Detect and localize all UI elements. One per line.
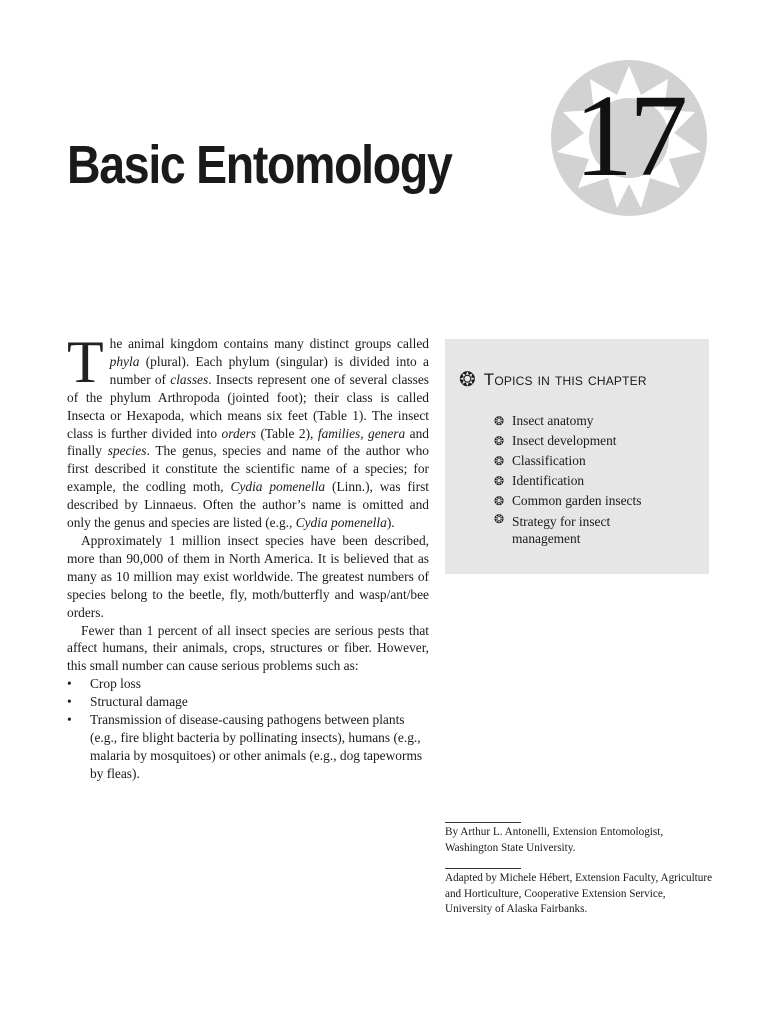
topic-item: ❂ Identification xyxy=(494,471,704,491)
bullet-icon: ❂ xyxy=(494,474,505,488)
topic-item: ❂ Strategy for insect management xyxy=(494,512,611,546)
divider xyxy=(445,822,521,823)
list-item: • Transmission of disease-causing pathogens between plants (e.g., fire blight bacteria by pollinating insects), humans (e.g., malaria by mosquitoes) or other animals (e.g., dog tapeworms by fleas). xyxy=(67,711,429,783)
topic-item: ❂ Insect anatomy xyxy=(494,411,704,431)
bullet-icon: ❂ xyxy=(494,494,505,508)
drop-cap: T xyxy=(67,329,104,395)
chapter-title: Basic Entomology xyxy=(67,135,452,195)
topic-item: ❂ Classification xyxy=(494,451,704,471)
divider xyxy=(445,868,521,869)
bullet-icon: ❂ xyxy=(494,512,505,526)
body-text xyxy=(67,329,429,783)
topics-heading: ❂ Topics in this chapter xyxy=(459,369,647,391)
list-item: • Crop loss xyxy=(67,675,429,693)
topics-sidebar xyxy=(445,339,709,574)
sunburst-icon: ❂ xyxy=(459,369,476,391)
adaptation-credit: Adapted by Michele Hébert, Extension Faculty, Agriculture and Horticulture, Cooperative Extension Service, University of Alaska Fairbanks. xyxy=(445,872,713,915)
paragraph-3: Fewer than 1 percent of all insect species are serious pests that affect humans, their animals, crops, structures or fiber. However, this small number can cause serious problems such as: xyxy=(67,622,429,674)
topic-item: ❂ Common garden insects xyxy=(494,491,704,511)
bullet-icon: ❂ xyxy=(494,414,505,428)
chapter-number: 17 xyxy=(574,70,684,201)
problem-list xyxy=(67,675,429,782)
topic-list xyxy=(494,411,704,547)
list-item: • Structural damage xyxy=(67,693,429,711)
bullet-icon: ❂ xyxy=(494,434,505,448)
paragraph-1: The animal kingdom contains many distinct groups called phyla (plural). Each phylum (singular) is divided into a number of classes. Insects represent one of several classes of the phylum Arthropoda (jointed foot); their class is called Insecta or Hexapoda, which means six feet (Table 1). The insect class is further divided into orders (Table 2), families, genera and finally species. The genus, species and name of the author who first described it constitute the scientific name of a species; for example, the codling moth, Cydia pomenella (Linn.), was first described by Linnaeus. Often the author’s name is omitted and only the genus and species are listed (e.g., Cydia pomenella). xyxy=(67,329,429,531)
author-credit: By Arthur L. Antonelli, Extension Entomologist, Washington State University. xyxy=(445,826,664,854)
bullet-icon: ❂ xyxy=(494,454,505,468)
topic-item: ❂ Insect development xyxy=(494,431,704,451)
paragraph-2: Approximately 1 million insect species have been described, more than 90,000 of them in North America. It is believed that as many as 10 million may exist worldwide. The greatest numbers of species belong to the beetle, fly, moth/butterfly and wasp/ant/bee orders. xyxy=(67,532,429,620)
